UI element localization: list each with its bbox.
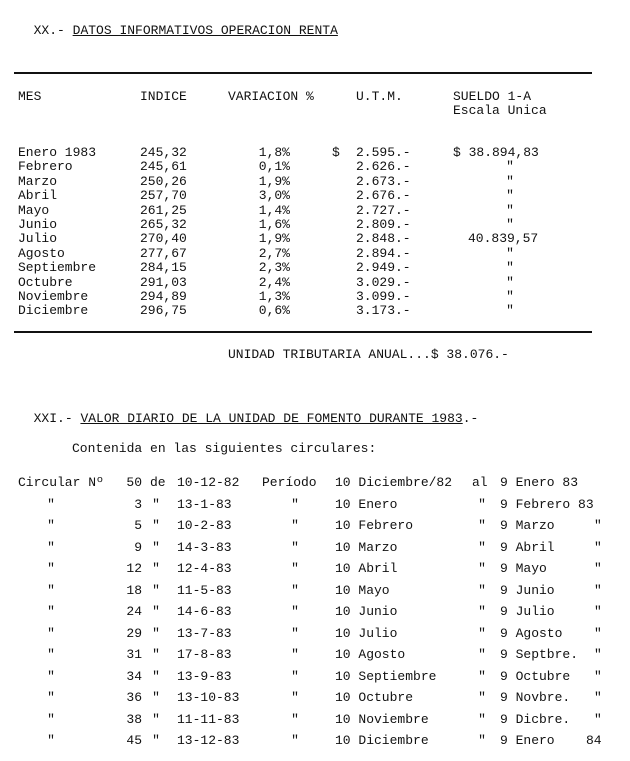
circular-row <box>0 558 630 580</box>
circular-date: 12-4-83 <box>177 561 232 576</box>
row-utm: 2.949.- <box>356 260 411 276</box>
circular-label: " <box>47 604 55 619</box>
row-indice: 245,32 <box>140 145 187 160</box>
circular-label: " <box>47 561 55 576</box>
period-to-suffix: " <box>594 518 602 533</box>
circular-row <box>0 687 630 709</box>
row-sueldo: " <box>506 303 514 319</box>
circular-de: " <box>152 604 160 619</box>
section-xx-title: DATOS INFORMATIVOS OPERACION RENTA <box>72 23 338 38</box>
circular-de: " <box>152 647 160 662</box>
period-from: 10 Febrero <box>335 518 414 533</box>
circular-de: " <box>152 668 160 684</box>
row-variacion: 1,3% <box>258 289 290 304</box>
row-utm: 2.727.- <box>356 202 411 218</box>
row-mes: Enero 1983 <box>18 145 97 160</box>
circular-row <box>0 666 630 688</box>
row-mes: Febrero <box>18 159 73 175</box>
period-to: 9 Junio <box>500 582 555 598</box>
circular-label: " <box>47 690 55 705</box>
circular-label: " <box>47 647 55 662</box>
circular-row <box>0 494 630 516</box>
row-indice: 265,32 <box>140 217 187 232</box>
circular-row <box>0 515 630 537</box>
period-to-suffix: " <box>594 690 602 705</box>
period-al: " <box>478 496 486 512</box>
period-to: 9 Marzo <box>500 518 555 533</box>
period-to-suffix: " <box>594 604 602 619</box>
circular-date: 10-12-82 <box>177 475 240 490</box>
col-header-indice: INDICE <box>140 89 187 104</box>
circular-label: " <box>47 582 55 598</box>
row-sueldo: " <box>506 202 514 218</box>
row-variacion: 2,3% <box>258 260 290 276</box>
row-utm: 3.099.- <box>356 289 411 304</box>
row-mes: Abril <box>18 188 58 204</box>
row-indice: 294,89 <box>140 289 187 304</box>
row-utm: 3.029.- <box>356 274 411 290</box>
circular-date: 14-6-83 <box>177 604 232 619</box>
period-al: " <box>478 539 486 555</box>
circular-de: " <box>152 733 160 748</box>
row-utm: 2.676.- <box>356 188 411 204</box>
period-from: 10 Mayo <box>335 582 390 598</box>
row-utm: 2.809.- <box>356 217 411 232</box>
circular-de: " <box>152 539 160 555</box>
row-mes: Marzo <box>18 173 58 189</box>
circular-date: 11-5-83 <box>177 582 232 598</box>
period-al: " <box>478 604 486 619</box>
circular-label: " <box>47 668 55 684</box>
row-sueldo: " <box>506 260 514 276</box>
period-al: " <box>478 518 486 533</box>
circular-row <box>0 580 630 602</box>
circular-date: 11-11-83 <box>177 711 240 727</box>
section-xxi-number: XXI.- <box>33 411 73 426</box>
period-al: " <box>478 561 486 576</box>
period-to-suffix: " <box>594 561 602 576</box>
circular-label: " <box>47 625 55 641</box>
period-to-suffix: 84 <box>586 733 602 748</box>
row-sueldo: " <box>506 188 514 204</box>
period-to: 9 Enero 83 <box>500 475 579 490</box>
circular-row <box>0 537 630 559</box>
circular-date: 13-9-83 <box>177 668 232 684</box>
row-variacion: 2,7% <box>258 245 290 261</box>
row-variacion: 0,6% <box>258 303 290 319</box>
circular-number: 5 <box>134 518 142 533</box>
period-to-suffix: " <box>594 539 602 555</box>
period-label: " <box>291 561 299 576</box>
circular-number: 50 <box>126 475 142 490</box>
period-to: 9 Mayo <box>500 561 547 576</box>
period-label: " <box>291 711 299 727</box>
circular-label: Circular Nº <box>18 475 104 490</box>
row-mes: Diciembre <box>18 303 89 319</box>
period-from: 10 Junio <box>335 604 398 619</box>
period-al: " <box>478 647 486 662</box>
row-mes: Septiembre <box>18 260 97 276</box>
period-from: 10 Septiembre <box>335 668 437 684</box>
period-label: " <box>291 496 299 512</box>
annual-tax-unit: UNIDAD TRIBUTARIA ANUAL...$ 38.076.- <box>228 347 509 362</box>
row-variacion: 2,4% <box>258 274 290 290</box>
circular-de: " <box>152 625 160 641</box>
period-to-suffix: " <box>594 625 602 641</box>
row-indice: 257,70 <box>140 188 187 204</box>
row-indice: 277,67 <box>140 245 187 261</box>
circular-label: " <box>47 496 55 512</box>
row-indice: 261,25 <box>140 202 187 218</box>
col-header-variacion: VARIACION % <box>228 89 314 104</box>
circular-number: 38 <box>126 711 142 727</box>
row-indice: 291,03 <box>140 274 187 290</box>
period-to: 9 Dicbre. <box>500 711 571 727</box>
period-from: 10 Abril <box>335 561 398 576</box>
period-to-suffix: " <box>594 582 602 598</box>
row-mes: Octubre <box>18 274 73 290</box>
row-utm: 2.894.- <box>356 245 411 261</box>
period-label: " <box>291 582 299 598</box>
col-header-mes: MES <box>18 89 42 104</box>
row-sueldo: " <box>506 289 514 304</box>
row-mes: Agosto <box>18 245 65 261</box>
period-al: " <box>478 582 486 598</box>
period-to: 9 Agosto <box>500 625 563 641</box>
circular-number: 3 <box>134 496 142 512</box>
circular-number: 29 <box>126 625 142 641</box>
row-sueldo: " <box>506 217 514 232</box>
circular-date: 13-1-83 <box>177 496 232 512</box>
circular-row <box>0 601 630 623</box>
circular-number: 36 <box>126 690 142 705</box>
period-to: 9 Septbre. <box>500 647 579 662</box>
period-label: Período <box>262 475 317 490</box>
circular-row <box>0 709 630 731</box>
period-al: " <box>478 625 486 641</box>
row-utm: 2.626.- <box>356 159 411 175</box>
period-al: " <box>478 690 486 705</box>
table-top-rule <box>14 72 592 74</box>
row-sueldo: 40.839,57 <box>468 231 539 247</box>
circular-row <box>0 644 630 666</box>
circular-de: " <box>152 518 160 533</box>
row-variacion: 3,0% <box>258 188 290 204</box>
circular-de: " <box>152 561 160 576</box>
section-xxi-title: VALOR DIARIO DE LA UNIDAD DE FOMENTO DURANTE 1983 <box>80 411 463 426</box>
circular-number: 18 <box>126 582 142 598</box>
circular-date: 13-10-83 <box>177 690 240 705</box>
period-from: 10 Diciembre <box>335 733 429 748</box>
circular-date: 13-12-83 <box>177 733 240 748</box>
circular-number: 9 <box>134 539 142 555</box>
period-label: " <box>291 604 299 619</box>
row-sueldo: $ 38.894,83 <box>453 145 539 160</box>
circular-number: 24 <box>126 604 142 619</box>
period-from: 10 Diciembre/82 <box>335 475 453 490</box>
row-variacion: 0,1% <box>258 159 290 175</box>
period-to-suffix: " <box>594 647 602 662</box>
col-header-sueldo: SUELDO 1-A <box>453 89 532 104</box>
circular-label: " <box>47 711 55 727</box>
row-sueldo: " <box>506 274 514 290</box>
circular-label: " <box>47 539 55 555</box>
period-to: 9 Octubre <box>500 668 571 684</box>
row-indice: 250,26 <box>140 173 187 189</box>
period-to: 9 Novbre. <box>500 690 571 705</box>
row-variacion: 1,9% <box>258 173 290 189</box>
row-mes: Julio <box>18 231 58 247</box>
period-al: " <box>478 711 486 727</box>
circular-de: de <box>150 475 166 490</box>
row-variacion: 1,6% <box>258 217 290 232</box>
circular-de: " <box>152 690 160 705</box>
row-variacion: 1,8% <box>258 145 290 160</box>
period-label: " <box>291 539 299 555</box>
period-from: 10 Noviembre <box>335 711 429 727</box>
row-mes: Noviembre <box>18 289 89 304</box>
row-sueldo: " <box>506 245 514 261</box>
section-xx-number: XX.- <box>33 23 65 38</box>
period-label: " <box>291 733 299 748</box>
row-variacion: 1,4% <box>258 202 290 218</box>
period-from: 10 Enero <box>335 496 398 512</box>
circular-de: " <box>152 582 160 598</box>
row-mes: Junio <box>18 217 58 232</box>
period-label: " <box>291 690 299 705</box>
period-to: 9 Abril <box>500 539 555 555</box>
row-mes: Mayo <box>18 202 50 218</box>
period-from: 10 Julio <box>335 625 398 641</box>
section-xxi-heading <box>18 398 478 426</box>
period-label: " <box>291 625 299 641</box>
circular-row <box>0 730 630 752</box>
period-to: 9 Febrero 83 <box>500 496 594 512</box>
circular-label: " <box>47 518 55 533</box>
circular-de: " <box>152 496 160 512</box>
circular-row <box>0 623 630 645</box>
circular-date: 13-7-83 <box>177 625 232 641</box>
row-sueldo: " <box>506 173 514 189</box>
circular-de: " <box>152 711 160 727</box>
circular-label: " <box>47 733 55 748</box>
period-label: " <box>291 668 299 684</box>
row-variacion: 1,9% <box>258 231 290 247</box>
row-utm: 2.595.- <box>356 145 411 160</box>
period-to-suffix: " <box>594 711 602 727</box>
row-indice: 284,15 <box>140 260 187 276</box>
section-xxi-intro: Contenida en las siguientes circulares: <box>72 441 377 456</box>
circular-date: 17-8-83 <box>177 647 232 662</box>
period-al: " <box>478 733 486 748</box>
period-al: " <box>478 668 486 684</box>
period-label: " <box>291 647 299 662</box>
circular-number: 12 <box>126 561 142 576</box>
period-from: 10 Marzo <box>335 539 398 555</box>
circular-date: 14-3-83 <box>177 539 232 555</box>
row-indice: 245,61 <box>140 159 187 175</box>
period-from: 10 Agosto <box>335 647 406 662</box>
circular-number: 34 <box>126 668 142 684</box>
period-to-suffix: " <box>594 668 602 684</box>
col-header-escala: Escala Unica <box>453 103 547 118</box>
row-utm-prefix: $ <box>332 145 340 160</box>
col-header-utm: U.T.M. <box>356 89 403 104</box>
section-xxi-suffix: .- <box>462 411 479 426</box>
row-indice: 296,75 <box>140 303 187 319</box>
row-utm: 3.173.- <box>356 303 411 319</box>
circular-date: 10-2-83 <box>177 518 232 533</box>
table-bottom-rule <box>14 331 592 333</box>
row-sueldo: " <box>506 159 514 175</box>
circular-number: 45 <box>126 733 142 748</box>
circular-row <box>0 472 630 494</box>
period-from: 10 Octubre <box>335 690 414 705</box>
section-xx-heading <box>18 10 338 38</box>
row-utm: 2.673.- <box>356 173 411 189</box>
period-label: " <box>291 518 299 533</box>
period-al: al <box>472 475 488 490</box>
period-to: 9 Julio <box>500 604 555 619</box>
period-to: 9 Enero <box>500 733 555 748</box>
row-utm: 2.848.- <box>356 231 411 247</box>
circular-number: 31 <box>126 647 142 662</box>
row-indice: 270,40 <box>140 231 187 247</box>
